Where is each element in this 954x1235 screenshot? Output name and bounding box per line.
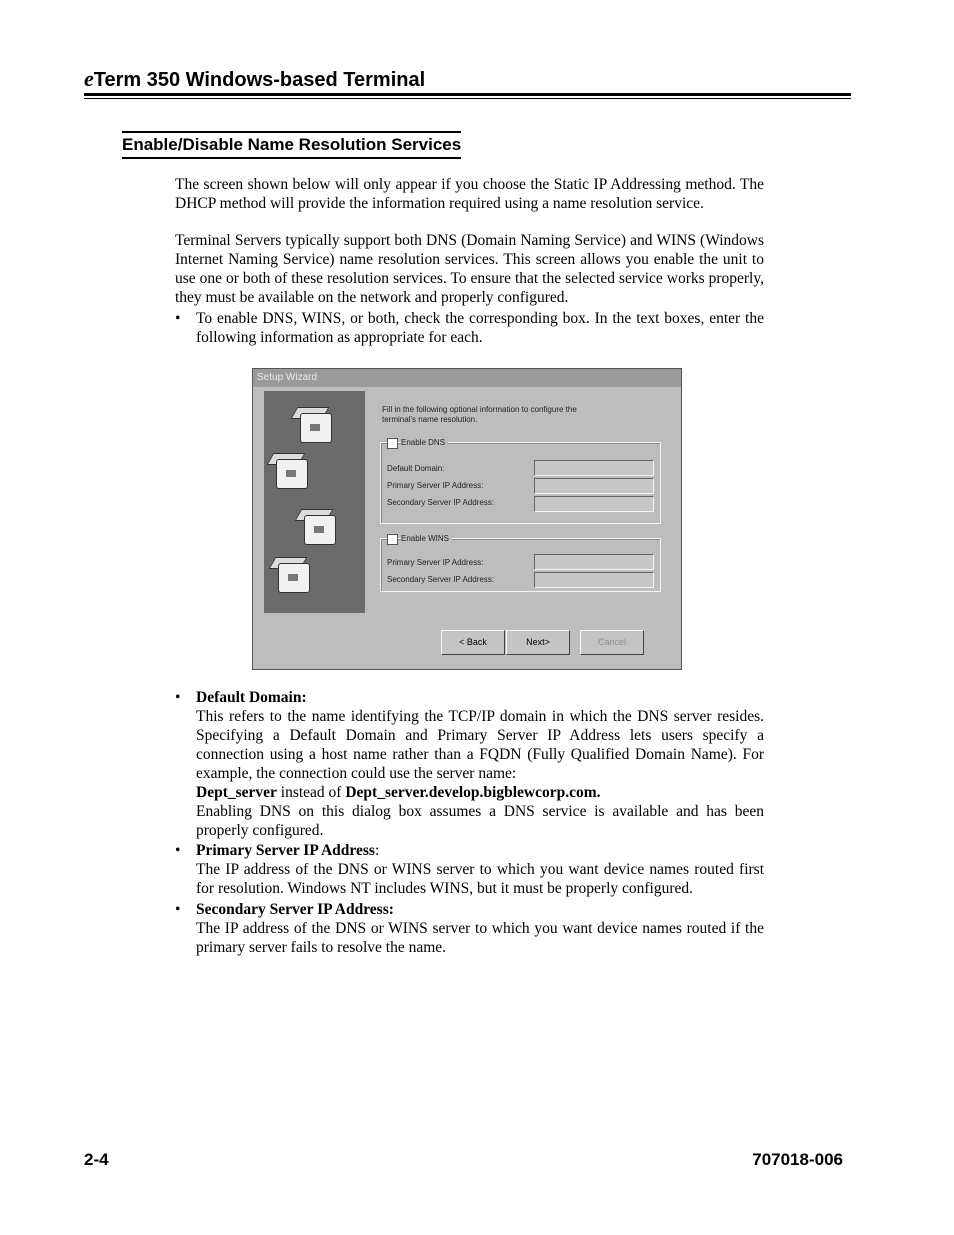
enable-dns-checkbox[interactable]	[387, 438, 398, 449]
dns-secondary-ip-label: Secondary Server IP Address:	[387, 498, 495, 507]
intro-bullet	[175, 309, 764, 347]
computer-icon	[270, 451, 310, 489]
bullet-dot: •	[175, 842, 181, 859]
setup-wizard-dialog	[252, 368, 682, 670]
default-domain-field[interactable]	[534, 460, 654, 476]
definition-example	[196, 783, 764, 802]
back-button[interactable]: < Back	[441, 630, 505, 655]
wins-primary-ip-field[interactable]	[534, 554, 654, 570]
dialog-instruction-line1: Fill in the following optional information to configure the	[382, 405, 577, 414]
dns-primary-ip-label: Primary Server IP Address:	[387, 481, 484, 490]
running-header-title	[84, 66, 425, 92]
intro-paragraph-1: The screen shown below will only appear if you choose the Static IP Addressing method. The DHCP method will provide the information required using a name resolution service.	[175, 176, 764, 212]
computer-icon	[272, 555, 312, 593]
computer-icon	[294, 405, 334, 443]
example-fqdn: Dept_server.develop.bigblewcorp.com.	[345, 784, 601, 801]
document-number: 707018-006	[752, 1150, 843, 1169]
wins-secondary-ip-field[interactable]	[534, 572, 654, 588]
definition-primary-server	[175, 841, 764, 898]
title-prefix: e	[84, 66, 94, 91]
bullet-dot: •	[175, 901, 181, 918]
example-short-name: Dept_server	[196, 784, 277, 801]
bullet-dot: •	[175, 310, 181, 327]
default-domain-label: Default Domain:	[387, 464, 445, 473]
enable-wins-checkbox[interactable]	[387, 534, 398, 545]
wins-secondary-ip-label: Secondary Server IP Address:	[387, 575, 495, 584]
definition-text: The IP address of the DNS or WINS server to which you want device names routed if the primary server fails to resolve the name.	[196, 920, 764, 956]
dialog-title-bar: Setup Wizard	[253, 369, 681, 387]
example-connector: instead of	[276, 784, 346, 801]
page-number: 2-4	[84, 1150, 109, 1169]
intro-bullet-text: To enable DNS, WINS, or both, check the corresponding box. In the text boxes, enter the following information as appropriate for each.	[196, 310, 764, 346]
title-rest: Term 350 Windows-based Terminal	[93, 69, 426, 91]
definition-default-domain	[175, 688, 764, 840]
header-rule-thick	[84, 93, 851, 96]
definition-term-suffix: :	[374, 842, 380, 859]
wizard-graphic-panel	[264, 391, 365, 613]
definition-term: Default Domain:	[196, 689, 307, 706]
header-rule-thin	[84, 98, 851, 99]
definition-secondary-server	[175, 900, 764, 957]
section-heading: Enable/Disable Name Resolution Services	[122, 131, 461, 159]
definition-text: The IP address of the DNS or WINS server to which you want device names routed first for resolution. Windows NT includes WINS, but it must be properly configured.	[196, 861, 764, 897]
computer-icon	[298, 507, 338, 545]
definition-text-2: Enabling DNS on this dialog box assumes a DNS service is available and has been properly configured.	[196, 803, 764, 839]
bullet-dot: •	[175, 689, 181, 706]
enable-dns-label: Enable DNS	[401, 438, 448, 447]
definition-term: Secondary Server IP Address:	[196, 901, 394, 918]
next-button[interactable]: Next>	[506, 630, 570, 655]
dialog-instruction-line2: terminal's name resolution.	[382, 415, 478, 424]
wins-primary-ip-label: Primary Server IP Address:	[387, 558, 484, 567]
definition-text: This refers to the name identifying the TCP/IP domain in which the DNS server resides. Specifying a Default Domain and Primary Server IP Address lets users specify a connection using a host name rather than a FQDN (Fully Qualified Domain Name). For example, the connection could use the server name:	[196, 708, 764, 782]
dns-secondary-ip-field[interactable]	[534, 496, 654, 512]
cancel-button[interactable]: Cancel	[580, 630, 644, 655]
dns-primary-ip-field[interactable]	[534, 478, 654, 494]
intro-paragraph-2: Terminal Servers typically support both DNS (Domain Naming Service) and WINS (Windows Internet Naming Service) name resolution services. This screen allows you enable the unit to use one or both of these resolution services. To ensure that the selected service works properly, they must be available on the network and properly configured.	[175, 232, 764, 306]
definition-term: Primary Server IP Address	[196, 842, 375, 859]
enable-wins-label: Enable WINS	[401, 534, 452, 543]
